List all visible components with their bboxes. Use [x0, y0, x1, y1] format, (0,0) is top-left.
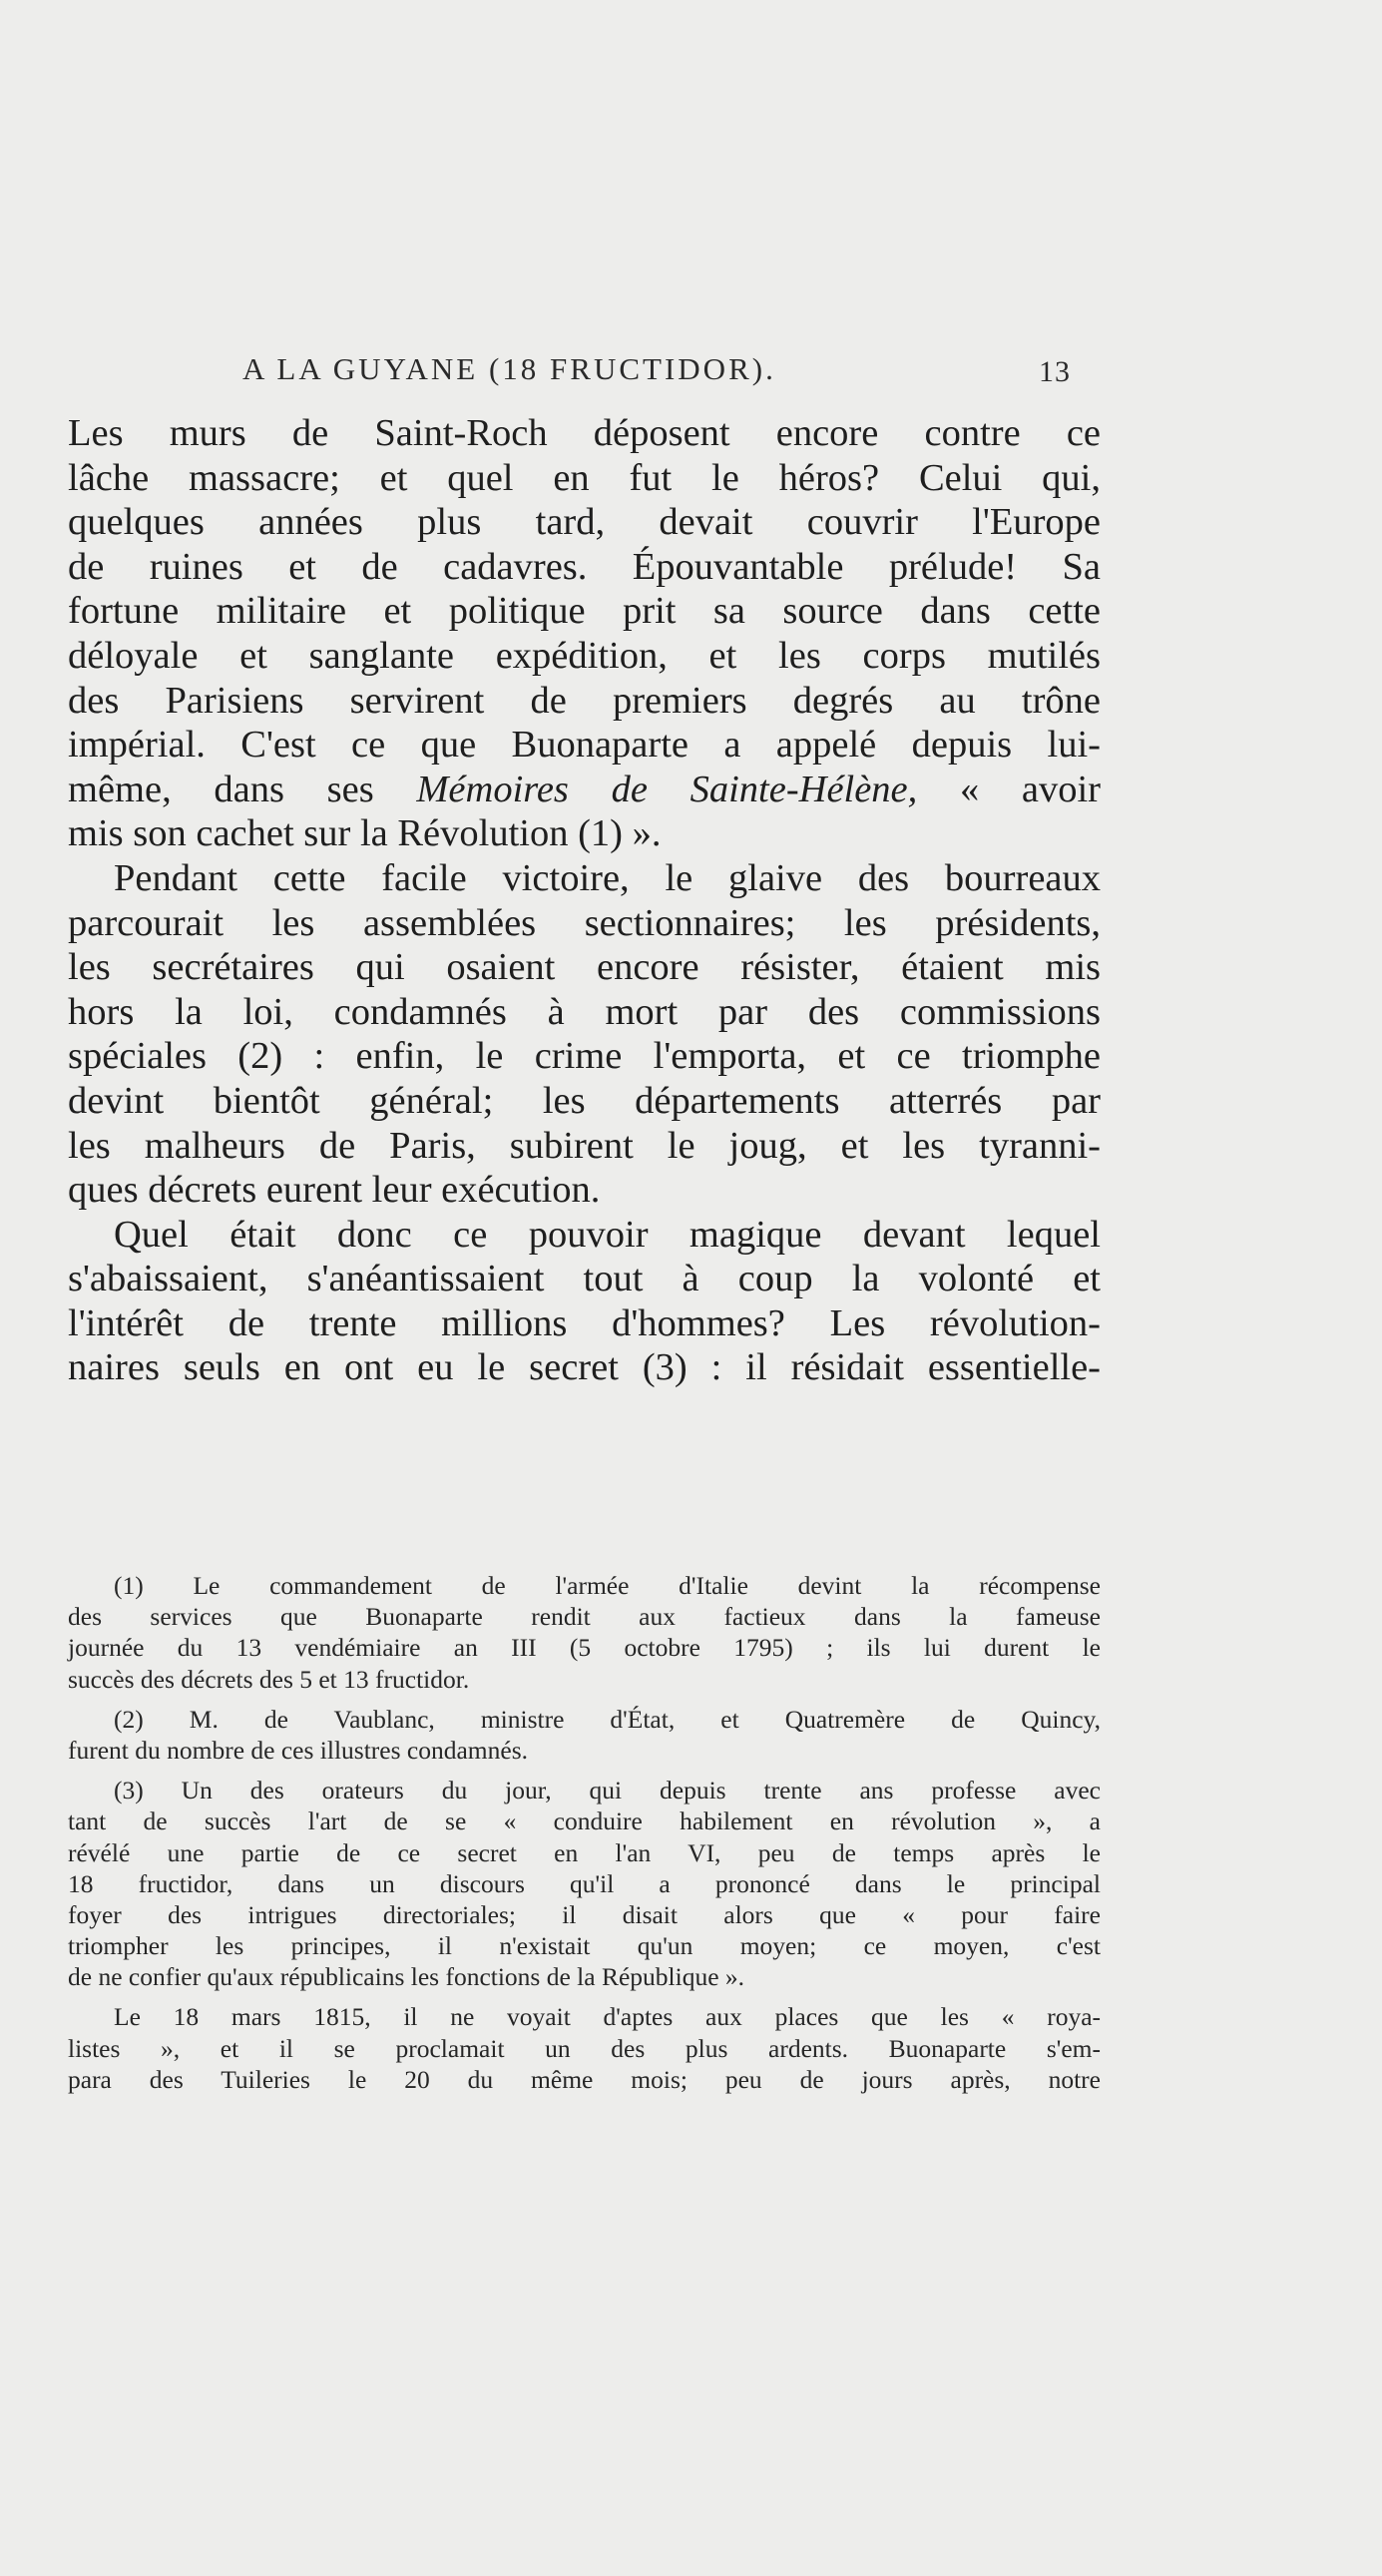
footnote-line: tant de succès l'art de se « conduire habilement en révolution », a — [68, 1806, 1101, 1836]
footnote-gap — [68, 1992, 1101, 2001]
page-number: 13 — [1039, 355, 1071, 388]
footnote-line: de ne confier qu'aux républicains les fonctions de la République ». — [68, 1962, 745, 1992]
footnote-line: journée du 13 vendémiaire an III (5 octobre 1795) ; ils lui durent le — [68, 1633, 1101, 1663]
text-line: ques décrets eurent leur exécution. — [68, 1169, 601, 1212]
footnote-line: (1) Le commandement de l'armée d'Italie devint la récompense — [114, 1571, 1101, 1600]
text-line: les malheurs de Paris, subirent le joug, et les tyranni- — [68, 1124, 1101, 1167]
running-title: A LA GUYANE (18 FRUCTIDOR). — [242, 351, 776, 386]
text-line: spéciales (2) : enfin, le crime l'emporta, et ce triomphe — [68, 1035, 1101, 1078]
footnote-line: des services que Buonaparte rendit aux factieux dans la fameuse — [68, 1602, 1101, 1632]
main-text — [68, 411, 1101, 1390]
text-line: mis son cachet sur la Révolution (1) ». — [68, 812, 662, 855]
text-line: Les murs de Saint-Roch déposent encore contre ce — [68, 412, 1101, 454]
text-line: Quel était donc ce pouvoir magique devant lequel — [114, 1213, 1101, 1256]
footnote-line: furent du nombre de ces illustres condamnés. — [68, 1735, 528, 1765]
footnote-line: foyer des intrigues directoriales; il disait alors que « pour faire — [68, 1899, 1101, 1929]
text-line: parcourait les assemblées sectionnaires; les présidents, — [68, 901, 1101, 944]
footnote-line: para des Tuileries le 20 du même mois; peu de jours après, notre — [68, 2064, 1101, 2094]
text-line: hors la loi, condamnés à mort par des commissions — [68, 990, 1101, 1033]
text-line: s'abaissaient, s'anéantissaient tout à coup la volonté et — [68, 1258, 1101, 1300]
footnote-line: succès des décrets des 5 et 13 fructidor. — [68, 1664, 470, 1694]
text-line: Pendant cette facile victoire, le glaive des bourreaux — [114, 856, 1101, 899]
footnote-line: Le 18 mars 1815, il ne voyait d'aptes aux places que les « roya- — [114, 2002, 1101, 2032]
text-line: lâche massacre; et quel en fut le héros? Celui qui, — [68, 456, 1101, 499]
footnote-line: listes », et il se proclamait un des plus ardents. Buonaparte s'em- — [68, 2033, 1101, 2063]
running-head — [242, 351, 1071, 391]
text-segment: même, dans ses — [68, 768, 374, 810]
text-line: de ruines et de cadavres. Épouvantable prélude! Sa — [68, 545, 1101, 588]
footnote-line: 18 fructidor, dans un discours qu'il a prononcé dans le principal — [68, 1868, 1101, 1898]
footnote-line: (3) Un des orateurs du jour, qui depuis trente ans professe avec — [114, 1776, 1101, 1805]
footnote-gap — [68, 1695, 1101, 1704]
book-title: Mémoires de Sainte-Hélène, — [416, 768, 918, 810]
text-line: l'intérêt de trente millions d'hommes? Les révolution- — [68, 1301, 1101, 1344]
text-line: devint bientôt général; les départements atterrés par — [68, 1079, 1101, 1122]
footnote-line: triompher les principes, il n'existait qu'un moyen; ce moyen, c'est — [68, 1931, 1101, 1961]
text-line: des Parisiens servirent de premiers degrés au trône — [68, 679, 1101, 722]
text-line: les secrétaires qui osaient encore résister, étaient mis — [68, 946, 1101, 989]
footnote-line: (2) M. de Vaublanc, ministre d'État, et Quatremère de Quincy, — [114, 1704, 1101, 1734]
footnote-gap — [68, 1766, 1101, 1775]
footnote-line: révélé une partie de ce secret en l'an VI, peu de temps après le — [68, 1837, 1101, 1867]
text-line: déloyale et sanglante expédition, et les corps mutilés — [68, 634, 1101, 677]
text-line: impérial. C'est ce que Buonaparte a appelé depuis lui- — [68, 724, 1101, 767]
text-line: quelques années plus tard, devait couvrir l'Europe — [68, 501, 1101, 544]
text-line: fortune militaire et politique prit sa source dans cette — [68, 590, 1101, 633]
text-segment: « avoir — [959, 768, 1102, 810]
footnotes — [68, 1570, 1101, 2095]
text-line: naires seuls en ont eu le secret (3) : il résidait essentielle- — [68, 1346, 1101, 1389]
text-line — [68, 768, 1101, 812]
